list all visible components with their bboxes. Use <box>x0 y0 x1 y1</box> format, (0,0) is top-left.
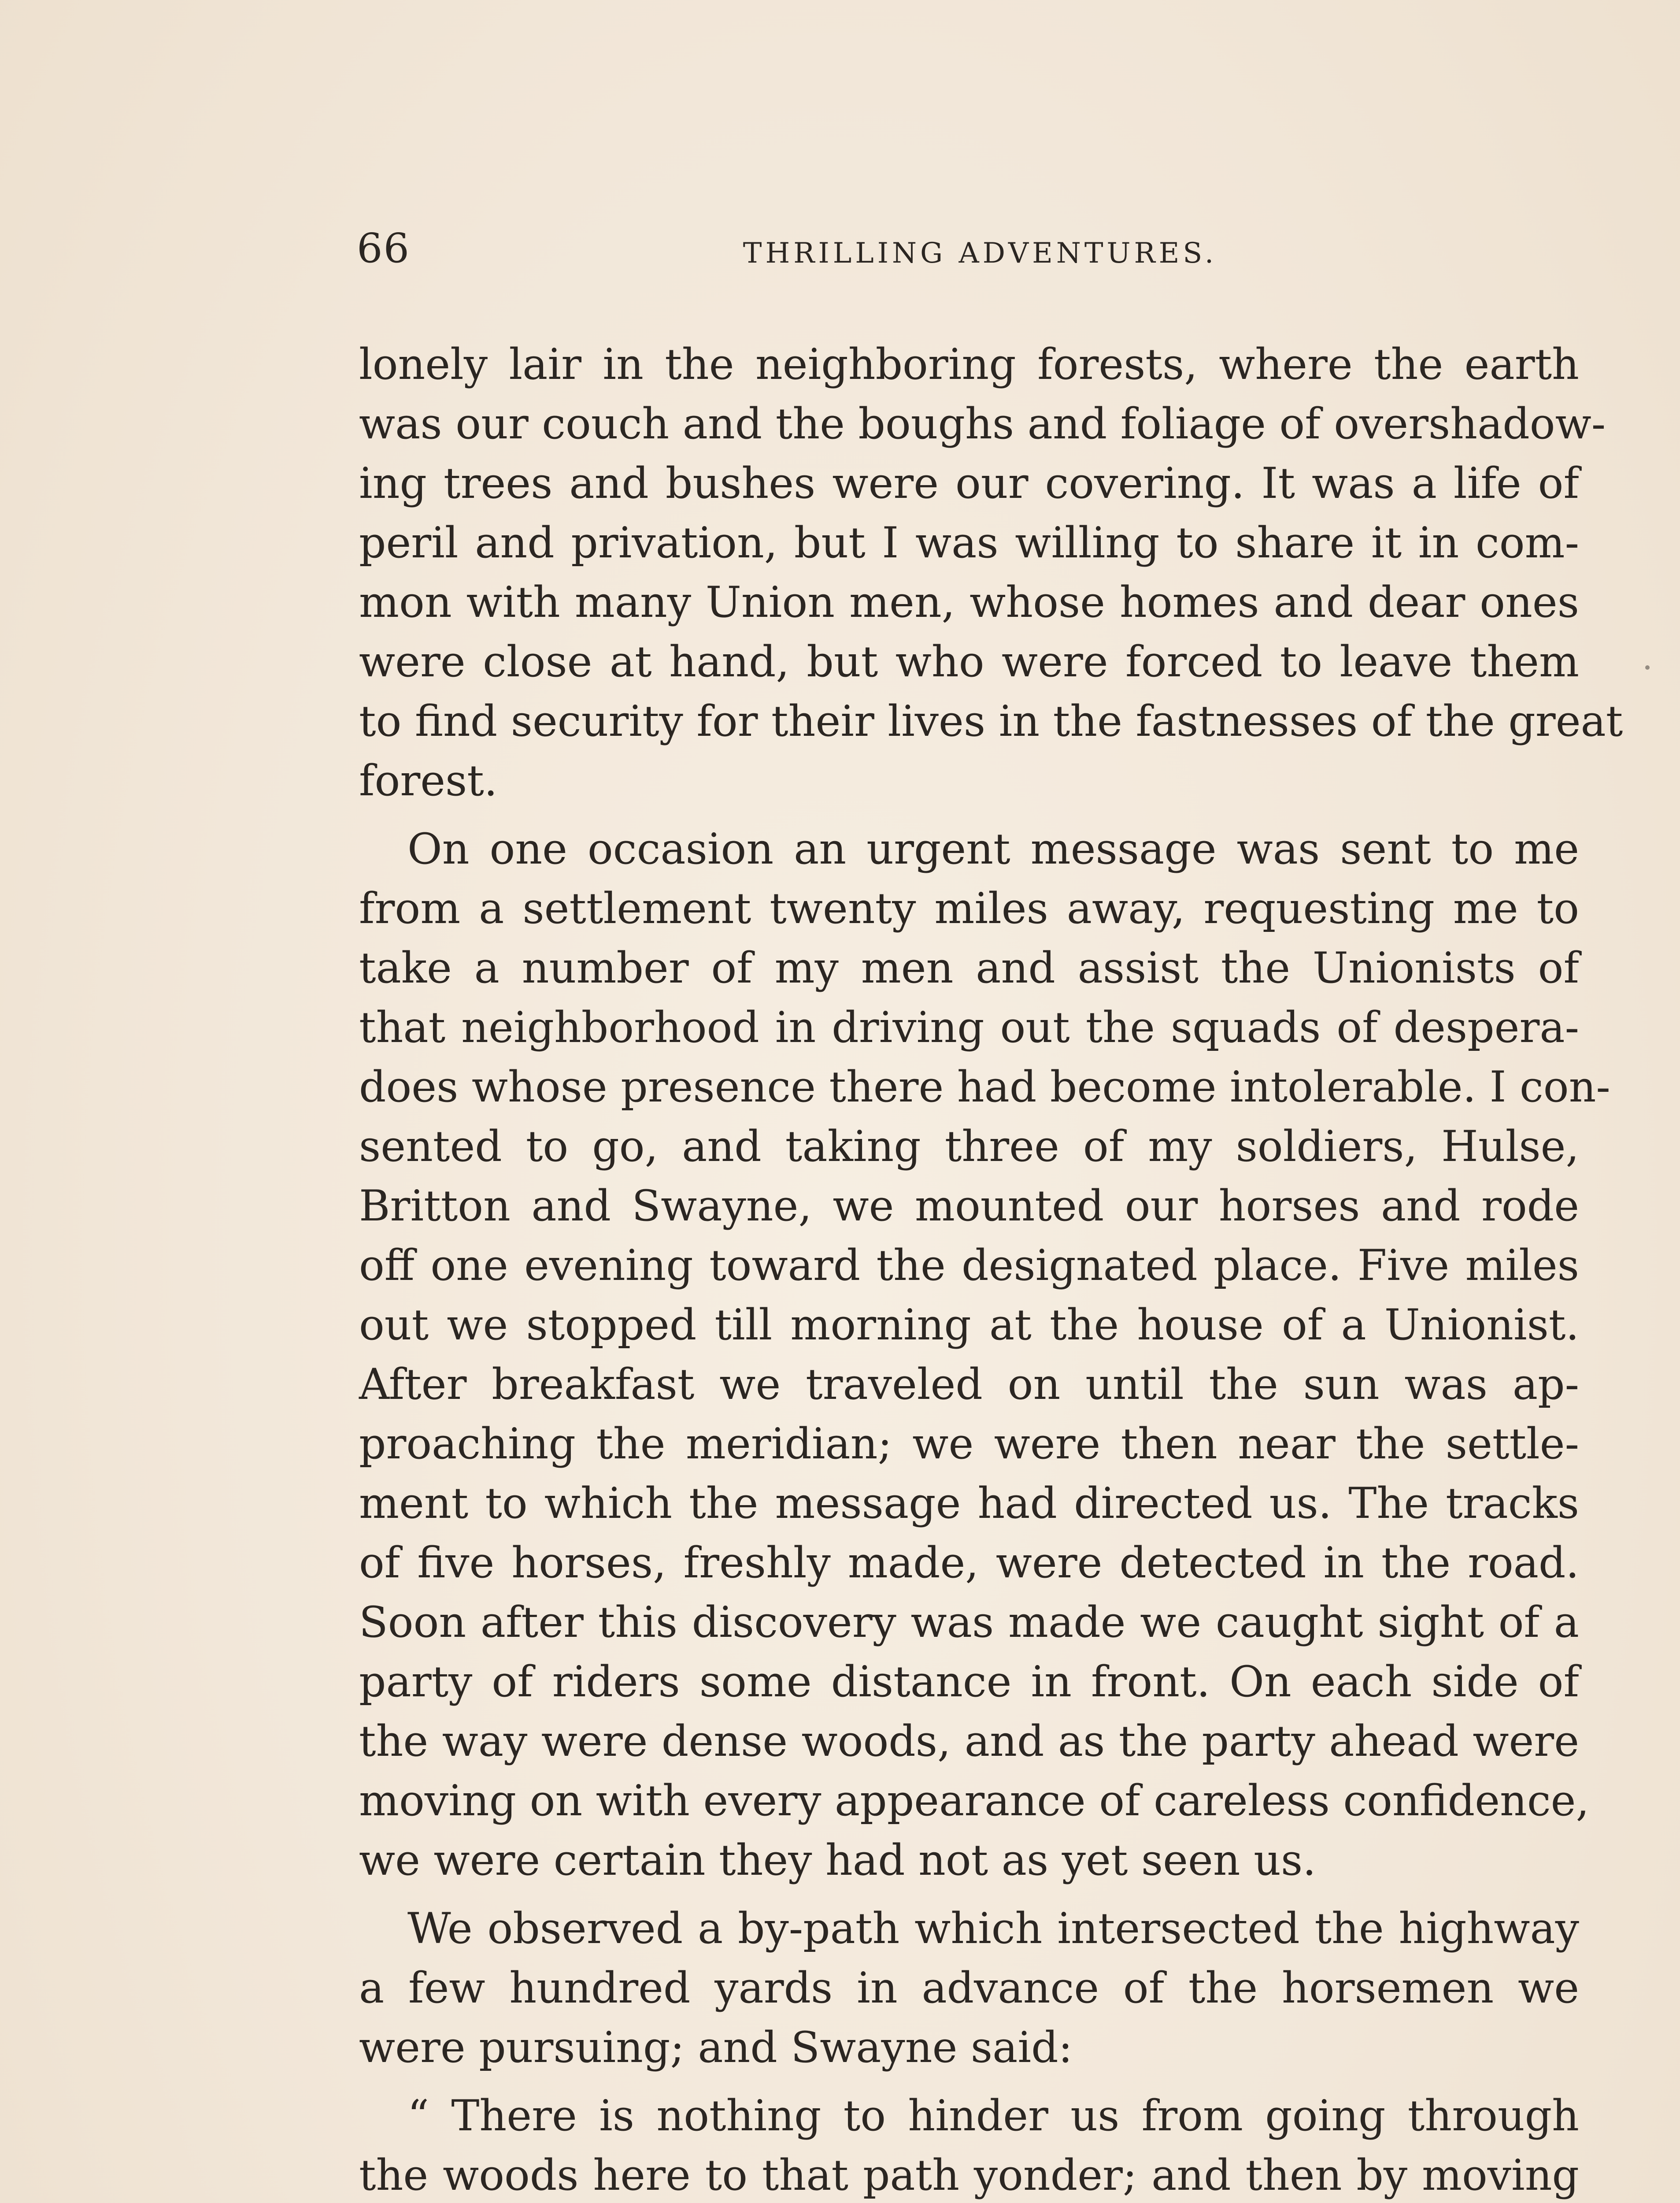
text-line: of five horses, freshly made, were detected in the road. <box>359 1538 1579 1587</box>
text-line: were close at hand, but who were forced to leave them <box>359 637 1579 686</box>
text-line: that neighborhood in driving out the squads of despera- <box>359 1003 1579 1052</box>
text-line: take a number of my men and assist the Unionists of <box>359 943 1579 993</box>
body-text <box>359 335 1623 2203</box>
text-line: the way were dense woods, and as the party ahead were <box>359 1717 1579 1766</box>
text-line: was our couch and the boughs and foliage of overshadow- <box>359 399 1606 449</box>
text-line: party of riders some distance in front. On each side of <box>359 1657 1579 1706</box>
text-line: proaching the meridian; we were then near the settle- <box>359 1419 1579 1469</box>
text-line: does whose presence there had become intolerable. I con- <box>359 1062 1610 1112</box>
text-line: from a settlement twenty miles away, requesting me to <box>359 884 1579 933</box>
text-line: moving on with every appearance of careless confidence, <box>359 1776 1589 1825</box>
text-line: lonely lair in the neighboring forests, where the earth <box>359 340 1579 389</box>
text-line: ment to which the message had directed us. The tracks <box>359 1479 1579 1528</box>
text-line: out we stopped till morning at the house of a Unionist. <box>359 1300 1579 1350</box>
running-head: THRILLING ADVENTURES. <box>743 237 1217 270</box>
text-line: we were certain they had not as yet seen us. <box>359 1836 1316 1885</box>
text-line: a few hundred yards in advance of the horsemen we <box>359 1963 1579 2013</box>
text-line: were pursuing; and Swayne said: <box>359 2023 1073 2072</box>
text-line: Britton and Swayne, we mounted our horses and rode <box>359 1181 1579 1231</box>
page-header <box>357 216 1577 282</box>
text-line: off one evening toward the designated place. Five miles <box>359 1241 1579 1290</box>
ink-speck <box>1645 665 1650 670</box>
text-line: ing trees and bushes were our covering. It was a life of <box>359 459 1579 508</box>
text-line: forest. <box>359 756 498 805</box>
text-line: We observed a by-path which intersected the highway <box>407 1904 1579 1953</box>
page-number: 66 <box>357 225 411 272</box>
text-line: Soon after this discovery was made we caught sight of a <box>359 1598 1579 1647</box>
text-line: to find security for their lives in the fastnesses of the great <box>359 697 1623 746</box>
text-line: mon with many Union men, whose homes and dear ones <box>359 578 1579 627</box>
text-line: peril and privation, but I was willing to share it in com- <box>359 518 1579 567</box>
text-line: On one occasion an urgent message was sent to me <box>407 824 1579 874</box>
text-line: After breakfast we traveled on until the sun was ap- <box>359 1360 1579 1409</box>
text-line: sented to go, and taking three of my soldiers, Hulse, <box>359 1122 1579 1171</box>
text-line: the woods here to that path yonder; and then by moving <box>359 2151 1579 2200</box>
text-line: “ There is nothing to hinder us from going through <box>407 2091 1579 2140</box>
